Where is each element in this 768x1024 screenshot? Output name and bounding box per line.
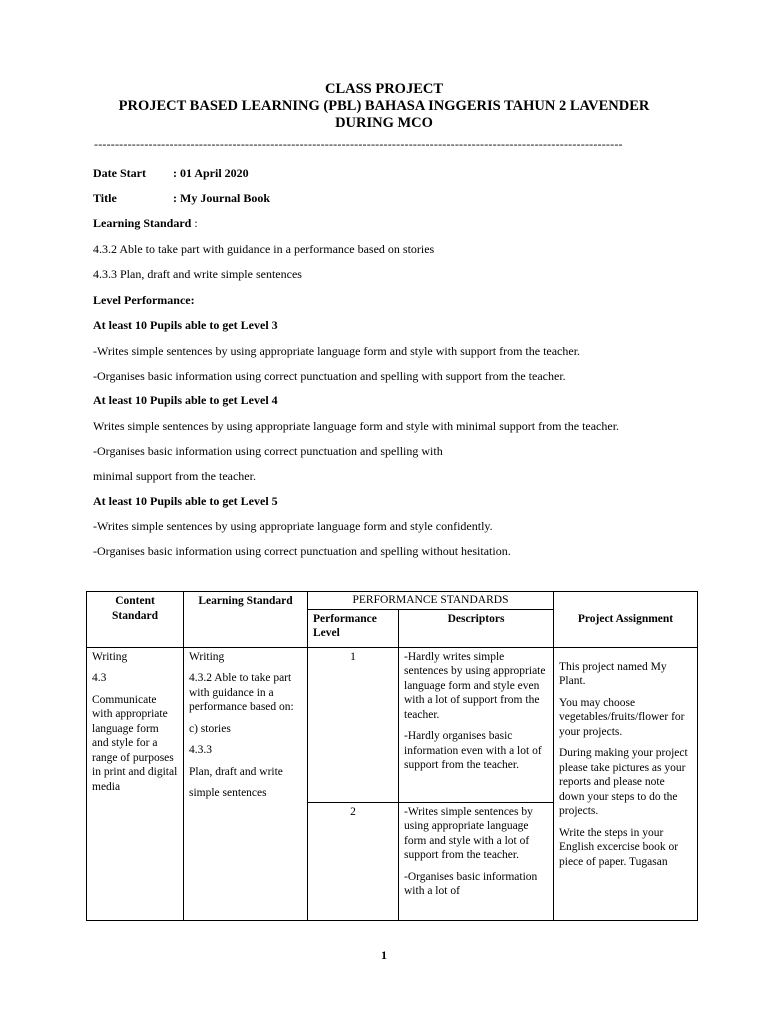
learning-standard-line: simple sentences [189,787,267,799]
level-3-line: -Writes simple sentences by using appropriate language form and style with support from the teacher. [93,344,581,358]
title-label: Title [93,191,117,205]
project-assignment-header: Project Assignment [554,592,698,648]
level-4-line: minimal support from the teacher. [93,469,256,483]
descriptor-text: -Hardly organises basic information even with a lot of support from the teacher. [404,730,542,771]
level-4-line: -Organises basic information using correct punctuation and spelling with [93,444,443,458]
content-standard-header: Content Standard [87,592,184,648]
content-standard-line: Communicate with appropriate language form and style for a range of purposes in print and digital media [92,693,178,793]
title-value: : My Journal Book [173,191,271,205]
descriptors-cell [399,647,554,802]
learning-standard-item: 4.3.2 Able to take part with guidance in a performance based on stories [93,242,435,256]
performance-level-header: Performance Level [308,609,399,647]
content-standard-line: Writing [92,650,128,663]
performance-level-cell: 1 [308,647,399,802]
descriptor-text: -Hardly writes simple sentences by using appropriate language form and style even with a lot of support from the teacher. [404,650,546,721]
level-performance-heading: Level Performance: [93,293,195,307]
learning-standard-line: 4.3.2 Able to take part with guidance in a performance based on: [189,672,294,713]
project-assignment-text: During making your project please take pictures as your reports and please note down your steps to do the projects. [559,747,688,817]
descriptor-text: -Writes simple sentences by using appropriate language form and style with a lot of support from the teacher. [404,805,533,861]
content-standard-line: 4.3 [92,672,107,684]
learning-standard-line: Writing [189,650,225,663]
learning-standard-line: 4.3.3 [189,744,212,756]
project-assignment-text: You may choose vegetables/fruits/flower for your projects. [559,696,685,738]
level-3-line: -Organises basic information using correct punctuation and spelling with support from the teacher. [93,369,566,383]
table-row [87,647,698,802]
performance-standards-header: PERFORMANCE STANDARDS [308,592,554,610]
learning-standard-item: 4.3.3 Plan, draft and write simple sentences [93,267,302,281]
learning-standard-header: Learning Standard [184,592,308,648]
descriptors-header: Descriptors [399,609,554,647]
learning-standard-cell [184,647,308,920]
title-row [93,191,270,206]
header-divider: ------------------------------------------------------------------------------------------------------------------------------ [94,137,623,151]
project-assignment-text: This project named My Plant. [559,660,667,687]
project-assignment-text: Write the steps in your English excercise book or piece of paper. Tugasan [559,826,679,868]
performance-standards-table [86,591,698,921]
level-3-heading: At least 10 Pupils able to get Level 3 [93,318,278,332]
level-4-heading: At least 10 Pupils able to get Level 4 [93,393,278,407]
level-5-line: -Organises basic information using correct punctuation and spelling without hesitation. [93,544,511,558]
header-line-3: DURING MCO [335,115,433,131]
date-start-row [93,166,249,181]
performance-level-cell: 2 [308,802,399,920]
page-number: 1 [381,948,387,962]
date-start-value: : 01 April 2020 [173,166,249,180]
learning-standard-heading-row [93,216,198,231]
learning-standard-line: c) stories [189,722,231,735]
project-assignment-cell [554,647,698,920]
header-line-1: CLASS PROJECT [324,81,444,97]
learning-standard-colon: : [191,216,198,230]
descriptors-cell [399,802,554,920]
learning-standard-line: Plan, draft and write [189,765,283,778]
level-4-line: Writes simple sentences by using appropriate language form and style with minimal support from the teacher. [93,419,620,433]
header-line-2: PROJECT BASED LEARNING (PBL) BAHASA INGGERIS TAHUN 2 LAVENDER [118,98,650,114]
date-start-label: Date Start [93,166,146,180]
level-5-heading: At least 10 Pupils able to get Level 5 [93,494,278,508]
descriptor-text: -Organises basic information with a lot of [404,870,538,897]
table-header-row [87,592,698,610]
level-5-line: -Writes simple sentences by using appropriate language form and style confidently. [93,519,493,533]
content-standard-cell [87,647,184,920]
learning-standard-heading: Learning Standard [93,216,192,230]
